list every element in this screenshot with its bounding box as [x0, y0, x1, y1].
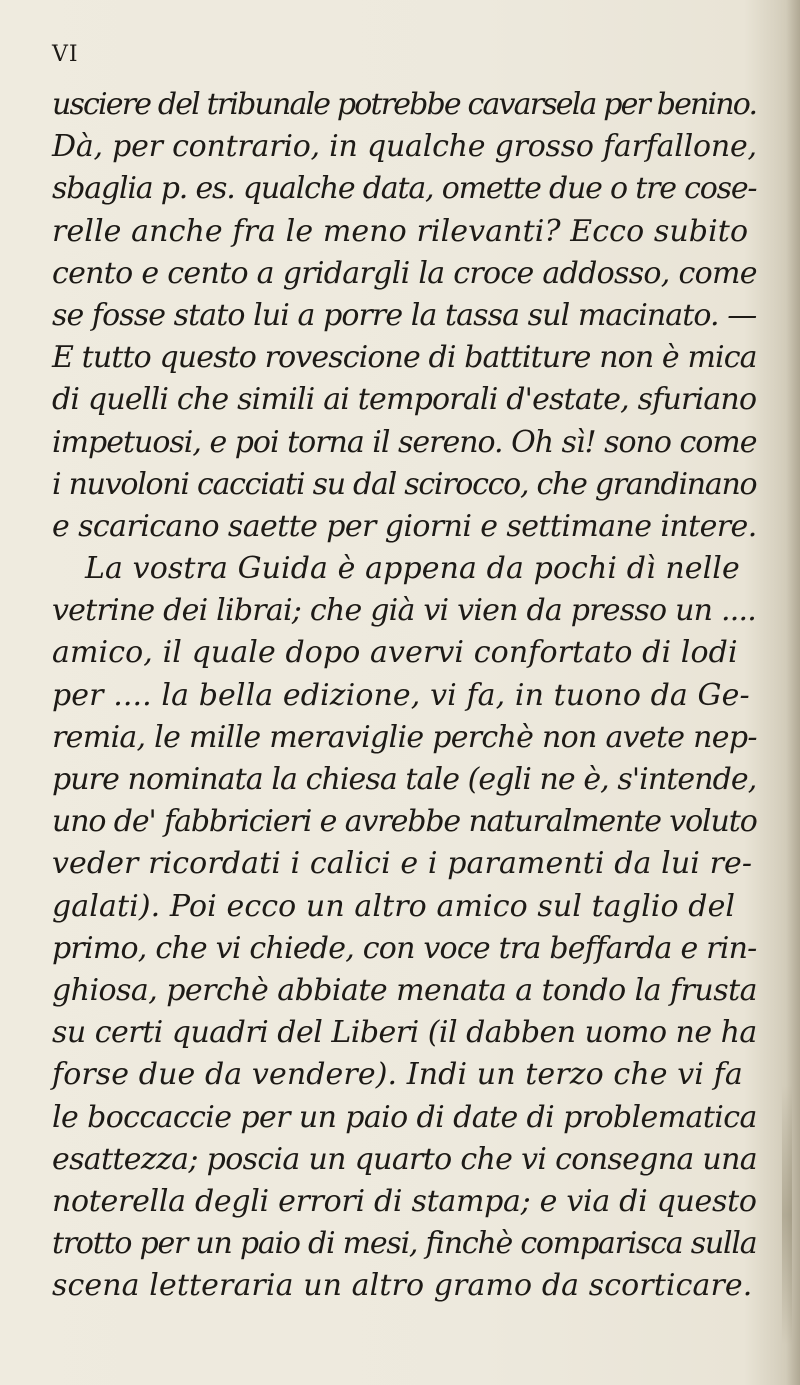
text-line: per .... la bella edizione, vi fa, in tuono da Ge-	[52, 677, 750, 713]
text-line: usciere del tribunale potrebbe cavarsela per benino.	[52, 87, 757, 122]
text-line: sbaglia p. es. qualche data, omette due o tre cose-	[52, 171, 757, 207]
text-line: su certi quadri del Liberi (il dabben uomo ne ha	[52, 1015, 757, 1051]
text-line: relle anche fra le meno rilevanti? Ecco subito	[52, 213, 749, 249]
text-line: amico, il quale dopo avervi confortato di lodi	[52, 635, 738, 671]
paragraph-start-line: La vostra Guida è appena da pochi dì nelle	[85, 551, 740, 587]
text-line: di quelli che simili ai temporali d'estate, sfuriano	[52, 382, 757, 418]
text-line: galati). Poi ecco un altro amico sul taglio del	[52, 888, 736, 924]
text-line: uno de' fabbricieri e avrebbe naturalmente voluto	[52, 804, 757, 840]
text-line: trotto per un paio di mesi, finchè comparisca sulla	[52, 1226, 757, 1262]
paper-stain	[782, 1085, 792, 1345]
text-line: i nuvoloni cacciati su dal scirocco, che grandinano	[52, 466, 757, 502]
text-line: noterella degli errori di stampa; e via di questo	[52, 1183, 757, 1219]
text-line: cento e cento a gridargli la croce addosso, come	[52, 255, 757, 291]
text-line: scena letteraria un altro gramo da scorticare.	[52, 1268, 753, 1304]
text-line: primo, che vi chiede, con voce tra beffarda e rin-	[52, 930, 757, 966]
page-number: VI	[52, 42, 79, 67]
text-line: le boccaccie per un paio di date di problematica	[52, 1099, 757, 1135]
text-line: E tutto questo rovescione di battiture non è mica	[52, 340, 757, 376]
text-line: Dà, per contrario, in qualche grosso farfallone,	[52, 129, 757, 165]
text-line: remia, le mille meraviglie perchè non avete nep-	[52, 719, 757, 755]
text-line: e scaricano saette per giorni e settimane intere.	[52, 508, 757, 544]
text-line: veder ricordati i calici e i paramenti da lui re-	[52, 846, 753, 882]
text-line: se fosse stato lui a porre la tassa sul macinato. —	[52, 297, 757, 333]
body-text	[52, 84, 767, 1307]
text-line: impetuosi, e poi torna il sereno. Oh sì! sono come	[52, 424, 757, 460]
text-line: vetrine dei librai; che già vi vien da presso un ....	[52, 593, 757, 629]
text-line: forse due da vendere). Indi un terzo che vi fa	[52, 1057, 743, 1093]
text-line: pure nominata la chiesa tale (egli ne è, s'intende,	[52, 762, 757, 797]
text-line: ghiosa, perchè abbiate menata a tondo la frusta	[52, 972, 757, 1008]
text-line: esattezza; poscia un quarto che vi consegna una	[52, 1141, 757, 1177]
